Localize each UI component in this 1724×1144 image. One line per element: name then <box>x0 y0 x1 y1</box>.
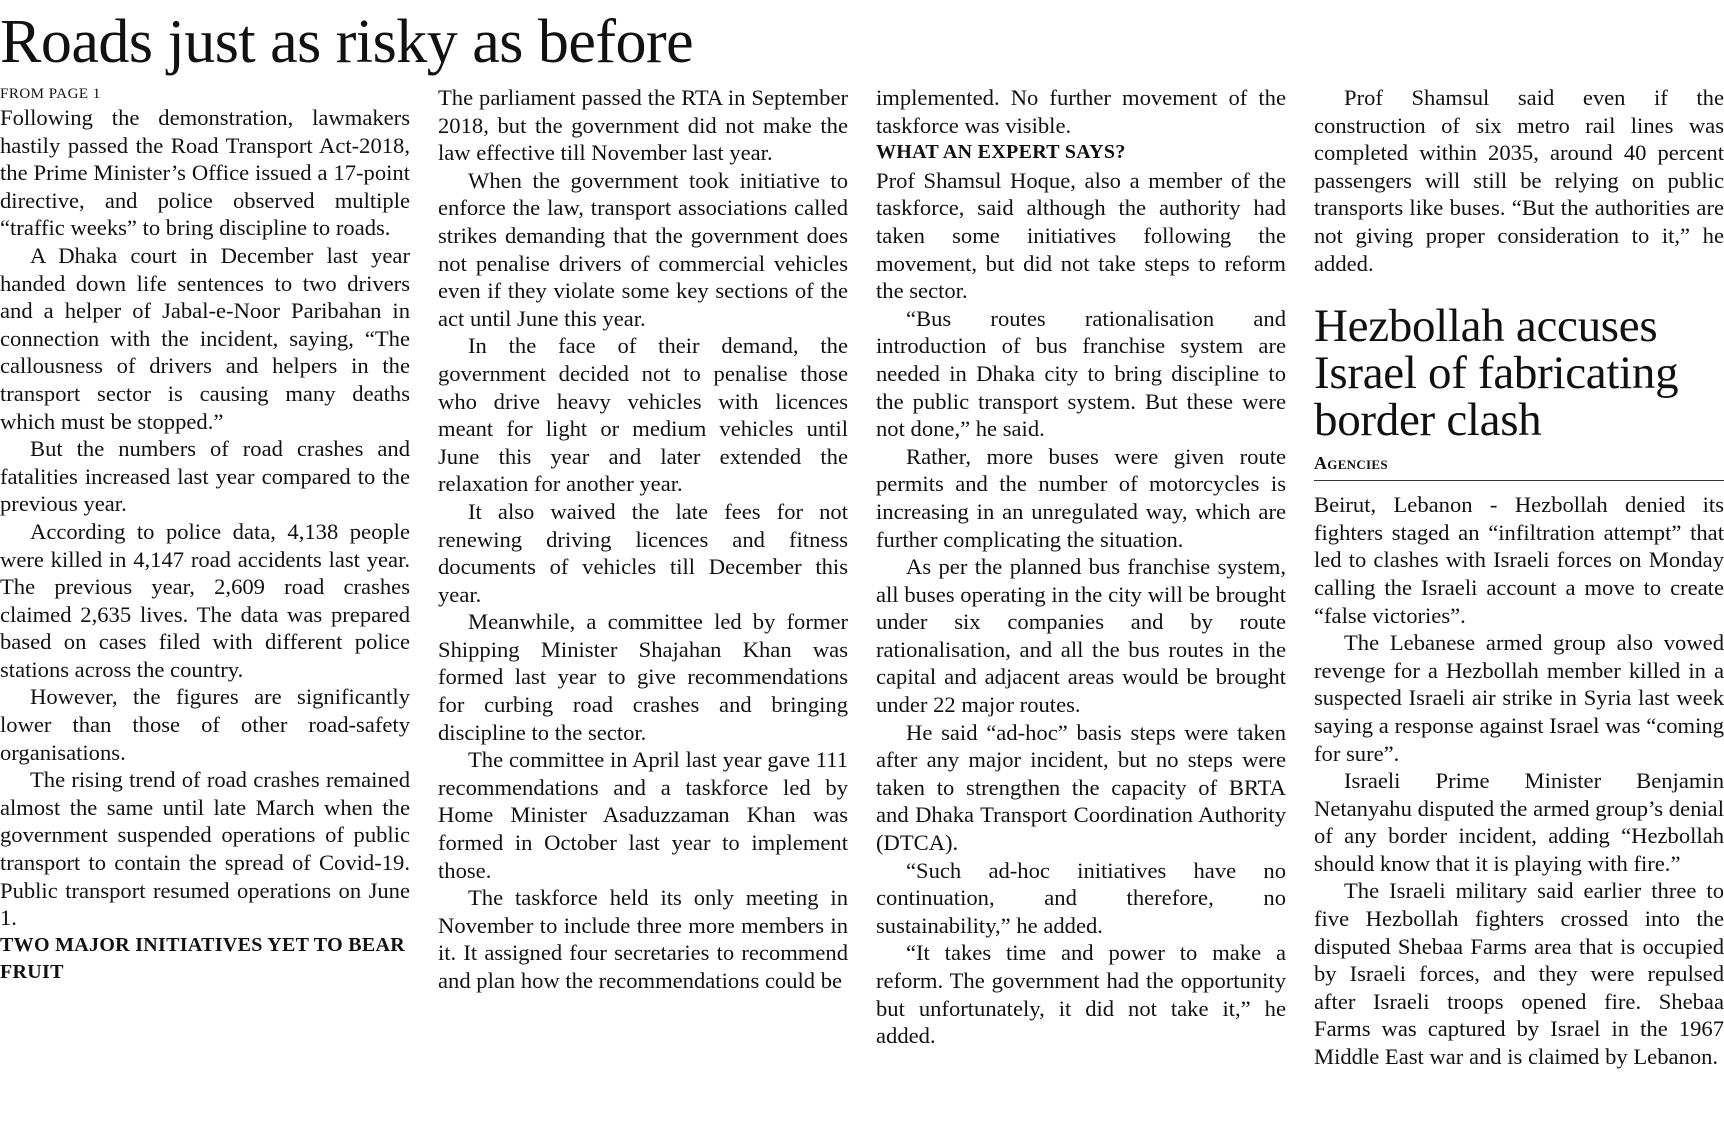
paragraph: The rising trend of road crashes remained almost the same until late March when the government suspended operations of public transport to contain the spread of Covid-19. Public transport resumed operations on June 1. <box>0 767 410 931</box>
paragraph: The committee in April last year gave 111 recommendations and a taskforce led by Home Minister Asaduzzaman Khan was formed in October last year to implement those. <box>438 747 848 883</box>
paragraph: When the government took initiative to enforce the law, transport associations called strikes demanding that the government does not penalise drivers of commercial vehicles even if they violate some key sections of the act until June this year. <box>438 167 848 331</box>
article-column-3 <box>876 84 1286 1050</box>
article-column-1 <box>0 84 410 987</box>
paragraph: Following the demonstration, lawmakers hastily passed the Road Transport Act-2018, the Prime Minister’s Office issued a 17-point directive, and police observed multiple “traffic weeks” to bring discipline to roads. <box>0 105 410 241</box>
subheading-initiatives: TWO MAJOR INITIATIVES YET TO BEAR FRUIT <box>0 933 405 984</box>
article-column-2 <box>438 84 848 995</box>
paragraph: The Israeli military said earlier three to five Hezbollah fighters crossed into the disputed Shebaa Farms area that is occupied by Israeli forces, and they were repulsed after Israeli troops opened fire. Shebaa Farms was captured by Israel in the 1967 Middle East war and is claimed by Lebanon. <box>1314 878 1724 1070</box>
paragraph: The parliament passed the RTA in September 2018, but the government did not make the law effective till November last year. <box>438 85 848 166</box>
paragraph: He said “ad-hoc” basis steps were taken after any major incident, but no steps were taken to strengthen the capacity of BRTA and Dhaka Transport Coordination Authority (DTCA). <box>876 719 1286 856</box>
article-column-4 <box>1314 84 1724 1071</box>
paragraph: It also waived the late fees for not renewing driving licences and fitness documents of vehicles till December this year. <box>438 498 848 607</box>
paragraph: Prof Shamsul Hoque, also a member of the taskforce, said although the authority had taken some initiatives following the movement, but did not take steps to reform the sector. <box>876 167 1286 304</box>
paragraph: The Lebanese armed group also vowed revenge for a Hezbollah member killed in a suspected Israeli air strike in Syria last week saying a response against Israel was “coming for sure”. <box>1314 630 1724 766</box>
paragraph: “Such ad-hoc initiatives have no continuation, and therefore, no sustainability,” he added. <box>876 857 1286 938</box>
paragraph: Rather, more buses were given route permits and the number of motorcycles is increasing in an unregulated way, which are further complicating the situation. <box>876 443 1286 552</box>
paragraph: In the face of their demand, the government decided not to penalise those who drive heavy vehicles with licences meant for light or medium vehicles until June this year and later extended the relaxation for another year. <box>438 333 848 497</box>
paragraph: “Bus routes rationalisation and introduction of bus franchise system are needed in Dhaka city to bring discipline to the public transport system. But these were not done,” he said. <box>876 305 1286 442</box>
from-page-kicker: FROM PAGE 1 <box>0 86 101 102</box>
paragraph: Israeli Prime Minister Benjamin Netanyahu disputed the armed group’s denial of any border incident, adding “Hezbollah should know that it is playing with fire.” <box>1314 768 1724 876</box>
main-headline: Roads just as risky as before <box>0 8 694 76</box>
paragraph: Beirut, Lebanon - Hezbollah denied its fighters staged an “infiltration attempt” that led to clashes with Israeli forces on Monday calling the Israeli account a move to create “false victories”. <box>1314 492 1724 628</box>
paragraph: However, the figures are significantly lower than those of other road-safety organisations. <box>0 684 410 765</box>
paragraph: The taskforce held its only meeting in November to include three more members in it. It assigned four secretaries to recommend and plan how the recommendations could be <box>438 885 848 993</box>
paragraph: Meanwhile, a committee led by former Shipping Minister Shajahan Khan was formed last year to give recommendations for curbing road crashes and bringing discipline to the sector. <box>438 609 848 745</box>
paragraph: “It takes time and power to make a reform. The government had the opportunity but unfortunately, it did not take it,” he added. <box>876 940 1286 1049</box>
second-headline: Hezbollah accuses Israel of fabricating border clash <box>1314 300 1679 447</box>
paragraph: A Dhaka court in December last year handed down life sentences to two drivers and a helper of Jabal-e-Noor Paribahan in connection with the incident, saying, “The callousness of drivers and helpers in the transport sector is causing many deaths which must be stopped.” <box>0 242 410 434</box>
paragraph: As per the planned bus franchise system, all buses operating in the city will be brought under six companies and by route rationalisation, and all the bus routes in the capital and adjacent areas would be brought under 22 major routes. <box>876 554 1286 718</box>
byline: Agencies <box>1314 452 1724 481</box>
subheading-expert: WHAT AN EXPERT SAYS? <box>876 141 1126 164</box>
paragraph: Prof Shamsul said even if the construction of six metro rail lines was completed within 2035, around 40 percent passengers will still be relying on public transports like buses. “But the authorities are not giving proper consideration to it,” he added. <box>1314 85 1724 276</box>
paragraph: According to police data, 4,138 people were killed in 4,147 road accidents last year. The previous year, 2,609 road crashes claimed 2,635 lives. The data was prepared based on cases filed with different police stations across the country. <box>0 518 410 682</box>
paragraph: implemented. No further movement of the taskforce was visible. <box>876 85 1286 138</box>
paragraph: But the numbers of road crashes and fatalities increased last year compared to the previous year. <box>0 436 410 517</box>
